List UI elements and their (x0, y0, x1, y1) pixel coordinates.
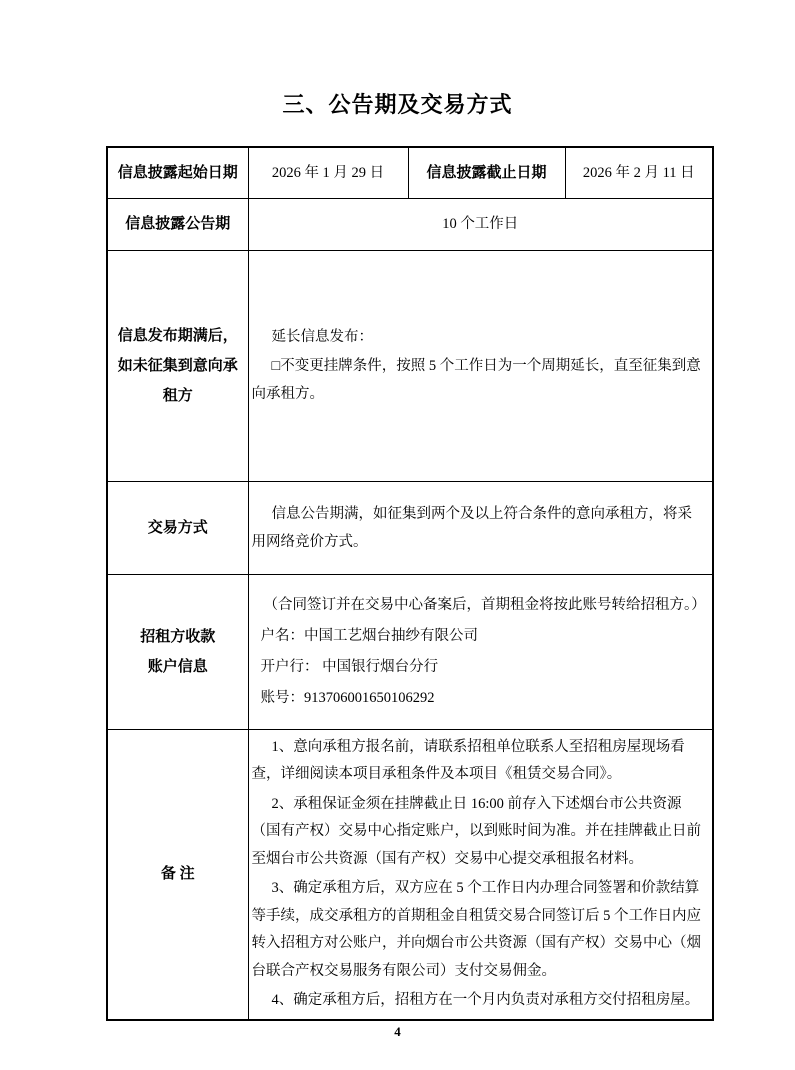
account-content (248, 574, 713, 729)
account-bank: 开户行： 中国银行烟台分行 (260, 659, 439, 675)
account-label-line1: 招租方收款 (140, 628, 216, 645)
remarks-item-2: 2、承租保证金须在挂牌截止日 16:00 前存入下述烟台市公共资源（国有产权）交易中心指定账户，以到账时间为准。并在挂牌截止日前至烟台市公共资源（国有产权）交易中心提交承租报名材料。 (251, 795, 701, 867)
row-remarks (107, 729, 713, 1020)
page-number: 4 (394, 1024, 401, 1039)
extension-content (248, 250, 713, 481)
transaction-label: 交易方式 (107, 481, 248, 574)
remarks-content (248, 729, 713, 1020)
remarks-item-3: 3、确定承租方后，双方应在 5 个工作日内办理合同签署和价款结算等手续，成交承租方的首期租金自租赁交易合同签订后 5 个工作日内应转入招租方对公账户，并向烟台市公共资源（国有产权）交易中心（烟台联合产权交易服务有限公司）支付交易佣金。 (251, 880, 701, 979)
disclosure-end-value: 2026 年 2 月 11 日 (565, 147, 713, 198)
row-extension-policy (107, 250, 713, 481)
extension-option: □不变更挂牌条件，按照 5 个工作日为一个周期延长，直至征集到意向承租方。 (251, 358, 701, 402)
account-label (107, 574, 248, 729)
remarks-label: 备 注 (107, 729, 248, 1020)
disclosure-start-label: 信息披露起始日期 (107, 147, 248, 198)
announcement-period-value: 10 个工作日 (248, 198, 713, 250)
remarks-item-1: 1、意向承租方报名前，请联系招租单位联系人至招租房屋现场看查，详细阅读本项目承租条件及本项目《租赁交易合同》。 (251, 738, 685, 782)
row-account-info (107, 574, 713, 729)
announcement-table (106, 146, 714, 1021)
disclosure-start-value: 2026 年 1 月 29 日 (248, 147, 408, 198)
account-label-line2: 账户信息 (147, 658, 208, 675)
section-title: 三、公告期及交易方式 (282, 92, 513, 117)
account-number: 账号：913706001650106292 (260, 690, 435, 706)
announcement-period-label: 信息披露公告期 (107, 198, 248, 250)
row-disclosure-dates (107, 147, 713, 198)
account-holder: 户名：中国工艺烟台抽纱有限公司 (260, 628, 478, 644)
disclosure-end-label: 信息披露截止日期 (408, 147, 565, 198)
transaction-text: 信息公告期满，如征集到两个及以上符合条件的意向承租方，将采用网络竞价方式。 (251, 505, 692, 550)
row-announcement-period (107, 198, 713, 250)
extension-heading: 延长信息发布： (271, 329, 373, 345)
remarks-item-4: 4、确定承租方后，招租方在一个月内负责对承租方交付招租房屋。 (271, 992, 700, 1008)
transaction-content (248, 481, 713, 574)
account-note: （合同签订并在交易中心备案后，首期租金将按此账号转给招租方。） (263, 597, 706, 613)
row-transaction-method (107, 481, 713, 574)
extension-label: 信息发布期满后，如未征集到意向承租方 (107, 250, 248, 481)
